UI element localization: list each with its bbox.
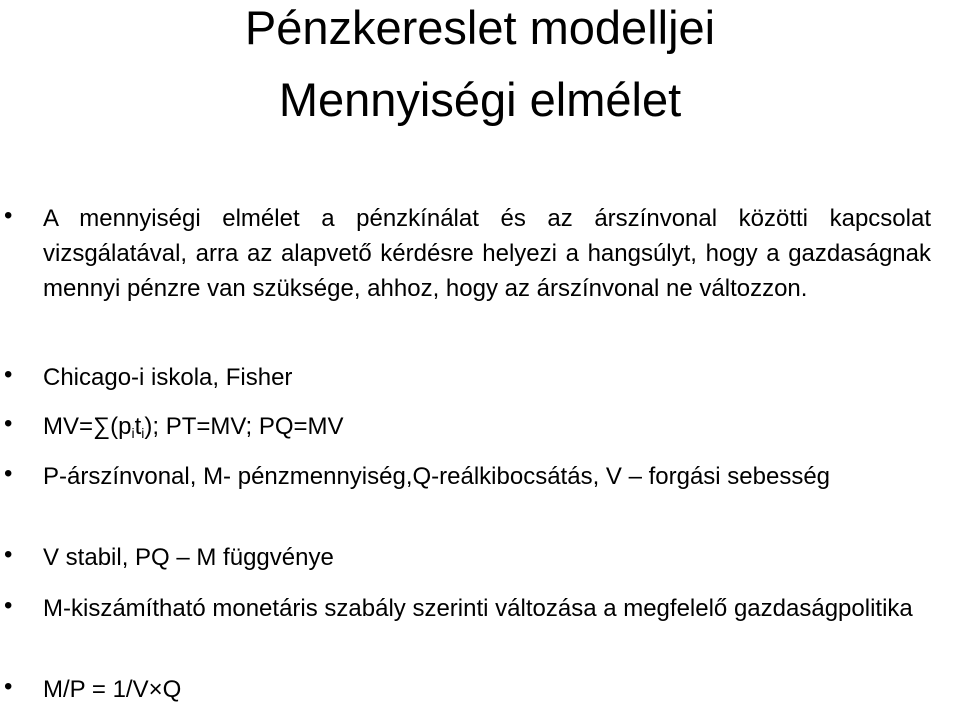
bullet-dot: • <box>4 410 13 437</box>
bullet-text: V stabil, PQ – M függvénye <box>43 544 334 571</box>
slide-title-line-1: Pénzkereslet modelljei <box>244 1 716 54</box>
bullet-dot: • <box>4 202 13 229</box>
bullet-dot: • <box>4 361 13 388</box>
bullet-text: A mennyiségi elmélet a pénzkínálat és az árszínvonal közötti kapcsolat vizsgálatával, arra az alapvető kérdésre helyezi a hangsúlyt, hogy a gazdaságnak mennyi pénzre van szüksége, ahhoz, hogy az árszínvonal ne változzon. <box>43 205 931 302</box>
bullet-text: P-árszínvonal, M- pénzmennyiség,Q-reálkibocsátás, V – forgási sebesség <box>43 463 831 490</box>
bullet-formula: $MV=\sum(p_it_i)$; PT=MV; PQ=MV <box>43 413 344 441</box>
bullet-dot: • <box>4 541 13 568</box>
bullet-text: Chicago-i iskola, Fisher <box>43 364 293 391</box>
bullet-dot: • <box>4 673 13 700</box>
bullet-dot: • <box>4 460 13 487</box>
slide-title-line-2: Mennyiségi elmélet <box>278 73 682 126</box>
bullet-text: M-kiszámítható monetáris szabály szerinti változása a megfelelő gazdaságpolitika <box>43 595 913 622</box>
bullet-dot: • <box>4 592 13 619</box>
bullet-text: M/P = 1/V×Q <box>43 676 182 703</box>
